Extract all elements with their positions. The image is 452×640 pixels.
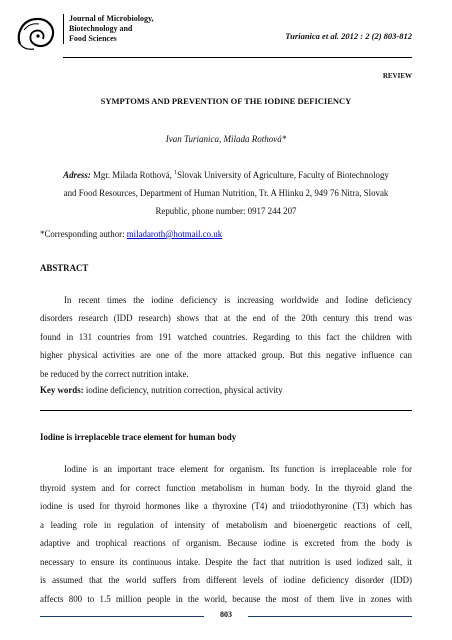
body-line: adaptive and trophical reactions of organism. Because iodine is excreted from the body is <box>40 538 412 548</box>
body-line: is assumed that the world suffers from different levels of iodine deficiency disorder (IDD) <box>40 575 412 585</box>
address-line-2: and Food Resources, Department of Human Nutrition, Tr. A Hlinku 2, 949 76 Nitra, Slovak <box>63 188 389 198</box>
page-number: 803 <box>220 610 232 619</box>
corresponding-label: *Corresponding author: <box>40 229 127 239</box>
article-title: SYMPTOMS AND PREVENTION OF THE IODINE DEFICIENCY <box>100 96 352 106</box>
address-line-1-pre: Mgr. Milada Rothová, <box>93 170 175 180</box>
affiliation-marker: 1 <box>174 170 178 177</box>
citation: Turianica et al. 2012 : 2 (2) 803-812 <box>285 31 412 41</box>
body-line: Iodine is an important trace element for organism. Its function is irreplaceable role for <box>64 464 412 474</box>
keywords <box>40 385 283 395</box>
author-list: Ivan Turianica, Milada Rothová* <box>165 134 287 144</box>
body-line: necessary to ensure its continuous intake. Despite the fact that nutrition is used iodized salt, it <box>40 556 412 567</box>
journal-name-line-1: Journal of Microbiology, <box>69 14 154 23</box>
header-divider <box>63 57 412 58</box>
address-line-3: Republic, phone number: 0917 244 207 <box>155 206 297 216</box>
corresponding-email-link[interactable]: miladaroth@hotmail.co.uk <box>126 229 223 239</box>
keywords-label: Key words: <box>40 385 84 395</box>
corresponding-author <box>40 229 222 239</box>
address-label: Adress: <box>63 170 91 180</box>
body-line: iodine is used for thyroid hormones like a thyroxine (T4) and triiodothyronine (T3) which has <box>40 501 412 511</box>
body-line: a leading role in regulation of intensity of metabolism and bioenergetic reactions of cell, <box>40 519 412 530</box>
address-line-1 <box>40 166 412 184</box>
keywords-text: iodine deficiency, nutrition correction, physical activity <box>83 385 283 395</box>
journal-name <box>63 14 154 44</box>
abstract-heading: ABSTRACT <box>40 263 89 273</box>
section-divider <box>40 410 412 411</box>
abstract-line: In recent times the iodine deficiency is increasing worldwide and Iodine deficiency <box>64 295 412 305</box>
abstract-line: found in 131 countries from 191 watched countries. Regarding to this fact the children with <box>40 331 412 342</box>
section-heading: Iodine is irreplaceble trace element for human body <box>40 432 237 442</box>
abstract-line: be reduced by the correct nutrition intake. <box>40 368 189 379</box>
journal-logo <box>14 14 58 54</box>
article-type-label: REVIEW <box>382 72 412 80</box>
journal-name-line-3: Food Sciences <box>69 34 117 43</box>
address-line-1-post: Slovak University of Agriculture, Faculty of Biotechnology <box>177 170 389 180</box>
body-paragraph <box>40 460 412 608</box>
abstract-paragraph <box>40 291 412 383</box>
body-line: affects 800 to 1.5 million people in the world, because the most of them live in zones with <box>40 593 412 604</box>
abstract-line: disorders research (IDD research) shows that at the end of the 20th century this trend was <box>40 313 412 324</box>
author-address <box>40 166 412 220</box>
journal-name-line-2: Biotechnology and <box>69 24 133 33</box>
abstract-line: higher physical activities are one of the more attacked group. But this negative influence can <box>40 350 412 361</box>
body-line: thyroid system and for correct function metabolism in human body. In the thyroid gland the <box>40 482 412 493</box>
footer-rule-right <box>248 616 412 617</box>
